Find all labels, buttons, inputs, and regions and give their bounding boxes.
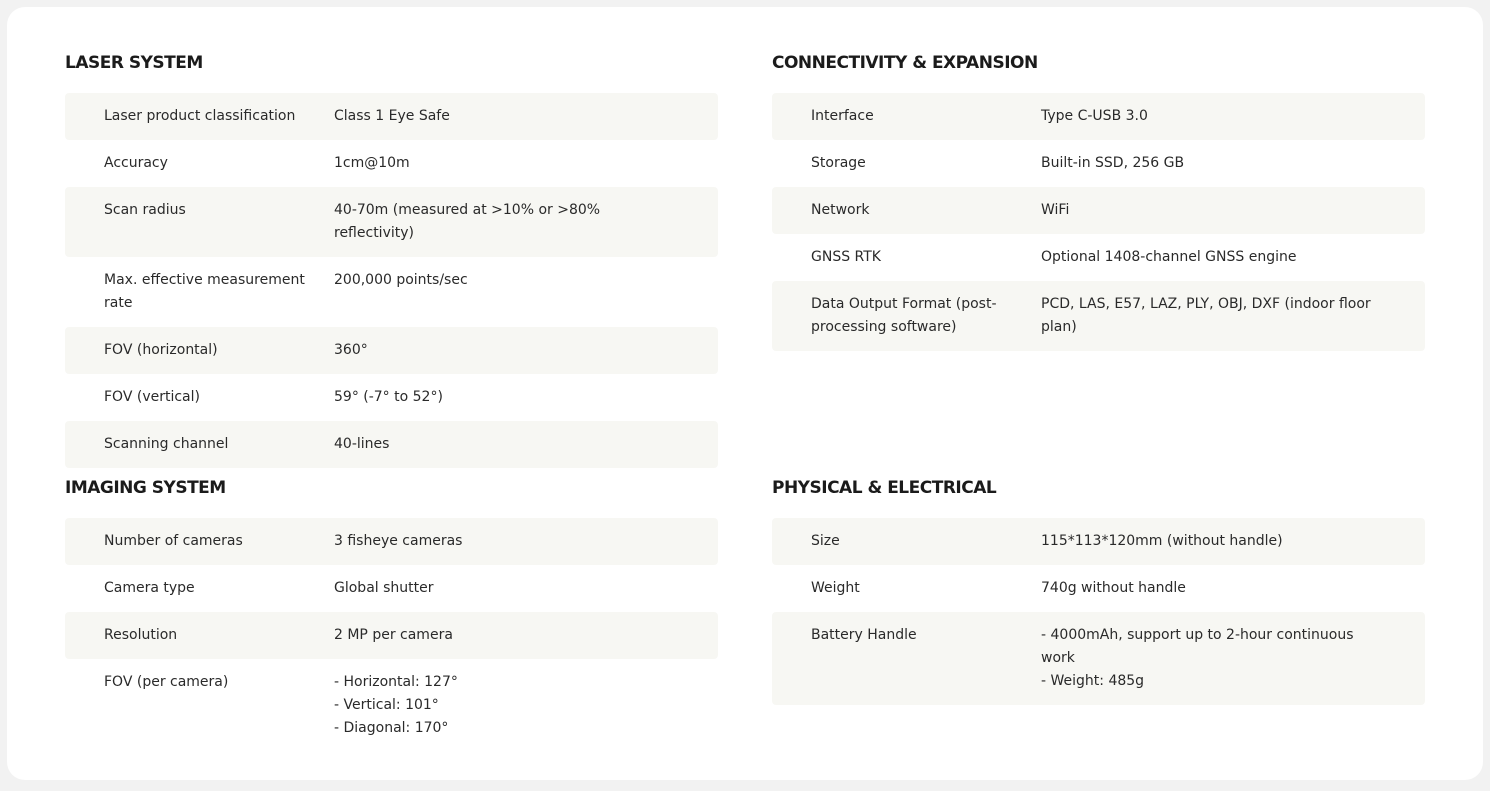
spec-value: Global shutter xyxy=(334,580,434,596)
spec-value: 40-lines xyxy=(334,436,390,452)
spec-row xyxy=(65,187,718,257)
spec-label: Data Output Format (post-processing software) xyxy=(811,296,997,335)
spec-label: Weight xyxy=(811,580,860,596)
spec-label: Scan radius xyxy=(104,202,186,218)
spec-row xyxy=(772,518,1425,565)
spec-row xyxy=(65,565,718,612)
spec-value: Built-in SSD, 256 GB xyxy=(1041,155,1185,171)
spec-row xyxy=(65,327,718,374)
spec-value: Optional 1408-channel GNSS engine xyxy=(1041,249,1297,265)
spec-row xyxy=(772,281,1425,351)
spec-label: Battery Handle xyxy=(811,627,917,643)
spec-row xyxy=(772,93,1425,140)
laser-system-section xyxy=(65,45,718,468)
spec-label: FOV (per camera) xyxy=(104,674,229,690)
spec-card xyxy=(7,7,1483,780)
spec-value: 59° (-7° to 52°) xyxy=(334,389,443,405)
spec-value: 740g without handle xyxy=(1041,580,1186,596)
section-title: LASER SYSTEM xyxy=(65,53,203,73)
section-title: IMAGING SYSTEM xyxy=(65,478,226,498)
spec-value: - Horizontal: 127° - Vertical: 101° - Diagonal: 170° xyxy=(334,674,458,736)
spec-row xyxy=(65,257,718,327)
spec-label: FOV (vertical) xyxy=(104,389,200,405)
spec-label: Resolution xyxy=(104,627,178,643)
spec-value: Type C-USB 3.0 xyxy=(1041,108,1148,124)
spec-value: - 4000mAh, support up to 2-hour continuous work - Weight: 485g xyxy=(1041,627,1354,689)
spec-row xyxy=(772,234,1425,281)
section-title: CONNECTIVITY & EXPANSION xyxy=(772,53,1038,73)
spec-value: 3 fisheye cameras xyxy=(334,533,463,549)
spec-value: Class 1 Eye Safe xyxy=(334,108,450,124)
spec-row xyxy=(65,93,718,140)
spec-label: Number of cameras xyxy=(104,533,243,549)
spec-row xyxy=(65,421,718,468)
spec-label: FOV (horizontal) xyxy=(104,342,218,358)
physical-electrical-section xyxy=(772,470,1425,705)
spec-value: 2 MP per camera xyxy=(334,627,453,643)
spec-label: Scanning channel xyxy=(104,436,229,452)
spec-label: Max. effective measurement rate xyxy=(104,272,305,311)
spec-row xyxy=(772,187,1425,234)
spec-row xyxy=(772,612,1425,705)
spec-label: Camera type xyxy=(104,580,195,596)
imaging-system-section xyxy=(65,470,718,752)
spec-row xyxy=(65,140,718,187)
spec-row xyxy=(772,140,1425,187)
spec-label: Interface xyxy=(811,108,874,124)
spec-row xyxy=(65,659,718,752)
spec-value: 360° xyxy=(334,342,368,358)
spec-label: Laser product classification xyxy=(104,108,296,124)
section-title: PHYSICAL & ELECTRICAL xyxy=(772,478,997,498)
connectivity-section xyxy=(772,45,1425,351)
spec-value: 40-70m (measured at >10% or >80% reflectivity) xyxy=(334,202,601,241)
spec-value: WiFi xyxy=(1041,202,1070,218)
spec-label: Size xyxy=(811,533,840,549)
spec-label: Storage xyxy=(811,155,866,171)
spec-row xyxy=(772,565,1425,612)
spec-label: Accuracy xyxy=(104,155,168,171)
spec-value: 1cm@10m xyxy=(334,155,410,171)
spec-row xyxy=(65,374,718,421)
spec-value: 115*113*120mm (without handle) xyxy=(1041,533,1283,549)
spec-label: Network xyxy=(811,202,870,218)
spec-label: GNSS RTK xyxy=(811,249,881,265)
spec-row xyxy=(65,518,718,565)
spec-row xyxy=(65,612,718,659)
spec-value: PCD, LAS, E57, LAZ, PLY, OBJ, DXF (indoor floor plan) xyxy=(1041,296,1371,335)
spec-value: 200,000 points/sec xyxy=(334,272,468,288)
